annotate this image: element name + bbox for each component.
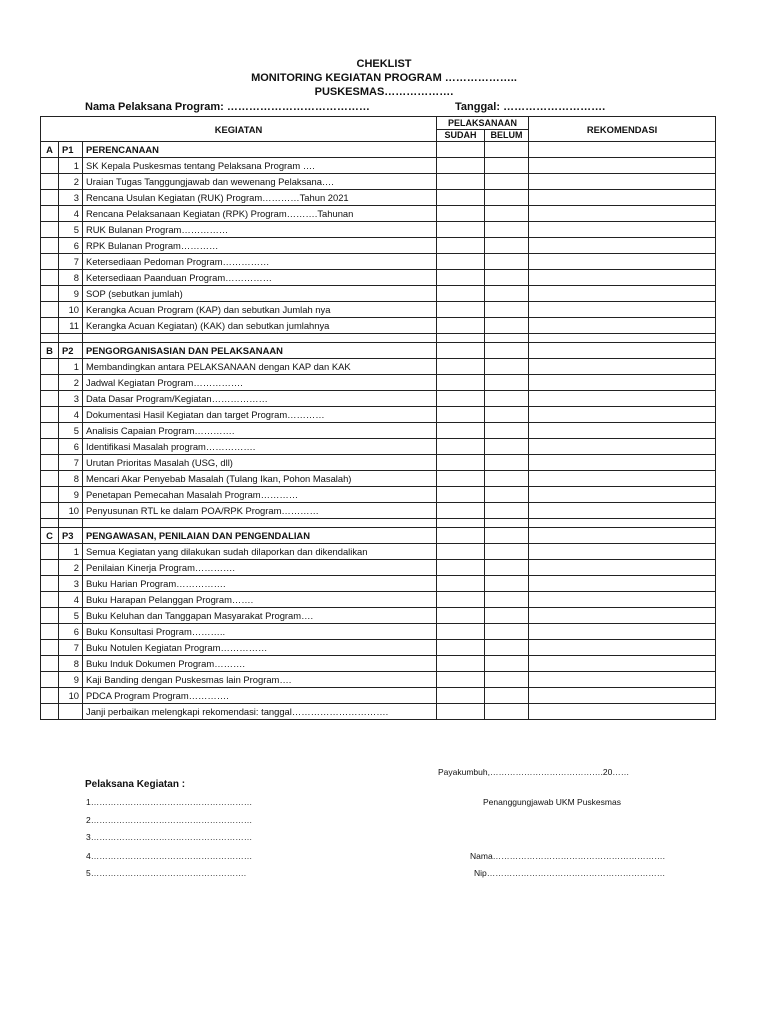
- empty-cell: [41, 592, 59, 608]
- belum-check[interactable]: [485, 270, 529, 286]
- belum-check[interactable]: [485, 158, 529, 174]
- item-number: 8: [59, 270, 83, 286]
- spacer-cell: [41, 519, 59, 528]
- section-letter: B: [41, 343, 59, 359]
- doc-title-puskesmas: PUSKESMAS……………….: [314, 86, 454, 98]
- rekomendasi-field[interactable]: [529, 158, 716, 174]
- rekomendasi-field[interactable]: [529, 254, 716, 270]
- rekomendasi-field[interactable]: [529, 560, 716, 576]
- belum-check[interactable]: [485, 359, 529, 375]
- belum-check[interactable]: [485, 302, 529, 318]
- empty-cell: [41, 286, 59, 302]
- place-date-line[interactable]: Payakumbuh,………………………………….20……: [438, 767, 630, 777]
- rekomendasi-field[interactable]: [529, 359, 716, 375]
- empty-cell: [41, 656, 59, 672]
- sudah-check[interactable]: [437, 560, 485, 576]
- table-row: [41, 423, 716, 439]
- belum-check[interactable]: [485, 487, 529, 503]
- spacer-cell: [59, 334, 83, 343]
- table-row: [41, 487, 716, 503]
- section-letter: C: [41, 528, 59, 544]
- empty-cell: [41, 503, 59, 519]
- belum-check[interactable]: [485, 688, 529, 704]
- rekomendasi-field[interactable]: [529, 423, 716, 439]
- table-row: [41, 238, 716, 254]
- rekomendasi-field[interactable]: [529, 391, 716, 407]
- empty-cell: [41, 391, 59, 407]
- signer-line-1[interactable]: 1…………………………………………………: [86, 797, 253, 807]
- belum-check[interactable]: [485, 576, 529, 592]
- item-number: 9: [59, 672, 83, 688]
- empty-cell: [41, 302, 59, 318]
- empty-cell: [41, 560, 59, 576]
- item-text: Buku Harapan Pelanggan Program…….: [83, 592, 437, 608]
- item-number: 8: [59, 656, 83, 672]
- rekomendasi-field[interactable]: [529, 286, 716, 302]
- sudah-check[interactable]: [437, 487, 485, 503]
- item-text: SK Kepala Puskesmas tentang Pelaksana Program ….: [83, 158, 437, 174]
- section-row: [41, 343, 716, 359]
- empty-cell: [41, 270, 59, 286]
- item-text: RPK Bulanan Program…………: [83, 238, 437, 254]
- empty-cell: [41, 158, 59, 174]
- section-title: PENGAWASAN, PENILAIAN DAN PENGENDALIAN: [83, 528, 437, 544]
- signer-line-3[interactable]: 3…………………………………………………: [86, 832, 253, 842]
- belum-check[interactable]: [485, 407, 529, 423]
- signer-line-2[interactable]: 2…………………………………………………: [86, 815, 253, 825]
- rekomendasi-field[interactable]: [529, 640, 716, 656]
- empty-cell: [41, 407, 59, 423]
- item-number: 3: [59, 391, 83, 407]
- belum-check[interactable]: [485, 656, 529, 672]
- table-row: [41, 608, 716, 624]
- table-row: [41, 190, 716, 206]
- item-number: 10: [59, 302, 83, 318]
- empty-cell: [41, 688, 59, 704]
- spacer-cell: [83, 519, 437, 528]
- rekomendasi-field[interactable]: [529, 471, 716, 487]
- sudah-check[interactable]: [437, 576, 485, 592]
- rekomendasi-field[interactable]: [529, 544, 716, 560]
- sudah-check[interactable]: [437, 270, 485, 286]
- sudah-check[interactable]: [437, 592, 485, 608]
- belum-check[interactable]: [485, 608, 529, 624]
- rekomendasi-field[interactable]: [529, 608, 716, 624]
- rekomendasi-field[interactable]: [529, 592, 716, 608]
- belum-check[interactable]: [485, 190, 529, 206]
- item-text: Buku Notulen Kegiatan Program……………: [83, 640, 437, 656]
- section-row: [41, 528, 716, 544]
- item-number: 8: [59, 471, 83, 487]
- rekomendasi-field[interactable]: [529, 407, 716, 423]
- empty-cell: [41, 318, 59, 334]
- sudah-check[interactable]: [437, 407, 485, 423]
- empty-cell: [41, 375, 59, 391]
- item-number: 3: [59, 190, 83, 206]
- sudah-check[interactable]: [437, 672, 485, 688]
- item-number: 3: [59, 576, 83, 592]
- item-text: Penetapan Pemecahan Masalah Program…………: [83, 487, 437, 503]
- item-text: Data Dasar Program/Kegiatan………………: [83, 391, 437, 407]
- rekomendasi-field[interactable]: [529, 222, 716, 238]
- spacer-cell: [59, 519, 83, 528]
- item-text: Ketersediaan Pedoman Program……………: [83, 254, 437, 270]
- item-number: 4: [59, 592, 83, 608]
- spacer-cell: [485, 519, 529, 528]
- table-row: [41, 560, 716, 576]
- section-row: [41, 142, 716, 158]
- table-row: [41, 672, 716, 688]
- belum-check[interactable]: [485, 640, 529, 656]
- table-row: [41, 391, 716, 407]
- belum-check[interactable]: [485, 528, 529, 544]
- rekomendasi-field[interactable]: [529, 142, 716, 158]
- janji-text[interactable]: Janji perbaikan melengkapi rekomendasi: tanggal………………………….: [83, 704, 437, 720]
- belum-check[interactable]: [485, 222, 529, 238]
- belum-check[interactable]: [485, 142, 529, 158]
- table-row: [41, 592, 716, 608]
- item-text: Jadwal Kegiatan Program…………….: [83, 375, 437, 391]
- table-row: [41, 222, 716, 238]
- belum-check[interactable]: [485, 560, 529, 576]
- spacer-cell: [437, 334, 485, 343]
- item-number: 2: [59, 375, 83, 391]
- empty-cell: [41, 455, 59, 471]
- item-text: Kaji Banding dengan Puskesmas lain Program….: [83, 672, 437, 688]
- table-row: [41, 656, 716, 672]
- item-number: 9: [59, 286, 83, 302]
- janji-belum-check[interactable]: [485, 704, 529, 720]
- item-text: Dokumentasi Hasil Kegiatan dan target Program…………: [83, 407, 437, 423]
- section-letter: A: [41, 142, 59, 158]
- sudah-check[interactable]: [437, 174, 485, 190]
- empty-cell: [41, 174, 59, 190]
- penanggung-nip-field[interactable]: Nip………………………………………………………: [474, 868, 666, 878]
- col-rekomendasi-header: REKOMENDASI: [529, 117, 716, 142]
- belum-check[interactable]: [485, 503, 529, 519]
- table-row: [41, 407, 716, 423]
- sudah-check[interactable]: [437, 471, 485, 487]
- col-pelaksanaan-header: PELAKSANAAN: [437, 117, 529, 130]
- table-row: [41, 688, 716, 704]
- table-row: [41, 286, 716, 302]
- spacer-row: [41, 519, 716, 528]
- empty-cell: [41, 222, 59, 238]
- doc-title-checklist: CHEKLIST: [356, 58, 412, 70]
- sudah-check[interactable]: [437, 206, 485, 222]
- sudah-check[interactable]: [437, 359, 485, 375]
- table-row: [41, 624, 716, 640]
- item-number: 6: [59, 238, 83, 254]
- empty-cell: [59, 704, 83, 720]
- belum-check[interactable]: [485, 592, 529, 608]
- table-row: [41, 359, 716, 375]
- empty-cell: [41, 704, 59, 720]
- item-text: Rencana Usulan Kegiatan (RUK) Program…………Tahun 2021: [83, 190, 437, 206]
- spacer-cell: [83, 334, 437, 343]
- belum-check[interactable]: [485, 391, 529, 407]
- item-text: Identifikasi Masalah program…………….: [83, 439, 437, 455]
- item-text: Analisis Capaian Program………….: [83, 423, 437, 439]
- empty-cell: [41, 359, 59, 375]
- item-number: 5: [59, 222, 83, 238]
- signer-line-4[interactable]: 4…………………………………………………: [86, 851, 253, 861]
- col-kegiatan-header: KEGIATAN: [41, 117, 437, 142]
- item-text: Penyusunan RTL ke dalam POA/RPK Program…………: [83, 503, 437, 519]
- doc-title-monitoring: MONITORING KEGIATAN PROGRAM ………………..: [251, 72, 517, 84]
- checklist-table: [40, 116, 716, 720]
- sudah-check[interactable]: [437, 375, 485, 391]
- item-text: SOP (sebutkan jumlah): [83, 286, 437, 302]
- item-number: 2: [59, 174, 83, 190]
- item-text: Membandingkan antara PELAKSANAAN dengan KAP dan KAK: [83, 359, 437, 375]
- sudah-check[interactable]: [437, 656, 485, 672]
- item-text: Buku Konsultasi Program………..: [83, 624, 437, 640]
- belum-check[interactable]: [485, 544, 529, 560]
- item-number: 4: [59, 407, 83, 423]
- rekomendasi-field[interactable]: [529, 672, 716, 688]
- item-number: 7: [59, 254, 83, 270]
- sudah-check[interactable]: [437, 608, 485, 624]
- item-text: Urutan Prioritas Masalah (USG, dll): [83, 455, 437, 471]
- rekomendasi-field[interactable]: [529, 528, 716, 544]
- belum-check[interactable]: [485, 439, 529, 455]
- item-number: 9: [59, 487, 83, 503]
- table-row: [41, 455, 716, 471]
- rekomendasi-field[interactable]: [529, 503, 716, 519]
- item-number: 1: [59, 544, 83, 560]
- penanggung-jawab-label: Penanggungjawab UKM Puskesmas: [483, 797, 621, 807]
- table-row: [41, 375, 716, 391]
- sudah-check[interactable]: [437, 544, 485, 560]
- table-row: [41, 439, 716, 455]
- rekomendasi-field[interactable]: [529, 206, 716, 222]
- item-text: Rencana Pelaksanaan Kegiatan (RPK) Program……….Tahunan: [83, 206, 437, 222]
- belum-check[interactable]: [485, 375, 529, 391]
- janji-rekomendasi-field[interactable]: [529, 704, 716, 720]
- spacer-cell: [41, 334, 59, 343]
- col-belum-header: BELUM: [485, 129, 529, 142]
- item-number: 11: [59, 318, 83, 334]
- belum-check[interactable]: [485, 343, 529, 359]
- col-sudah-header: SUDAH: [437, 129, 485, 142]
- table-row: [41, 254, 716, 270]
- table-header-row: [41, 117, 716, 130]
- spacer-cell: [529, 334, 716, 343]
- section-code: P1: [59, 142, 83, 158]
- rekomendasi-field[interactable]: [529, 375, 716, 391]
- item-number: 5: [59, 423, 83, 439]
- rekomendasi-field[interactable]: [529, 576, 716, 592]
- table-row: [41, 302, 716, 318]
- table-row: [41, 471, 716, 487]
- sudah-check[interactable]: [437, 222, 485, 238]
- empty-cell: [41, 439, 59, 455]
- table-row: [41, 640, 716, 656]
- item-text: RUK Bulanan Program……………: [83, 222, 437, 238]
- belum-check[interactable]: [485, 455, 529, 471]
- item-number: 10: [59, 688, 83, 704]
- section-title: PENGORGANISASIAN DAN PELAKSANAAN: [83, 343, 437, 359]
- sudah-check[interactable]: [437, 688, 485, 704]
- empty-cell: [41, 471, 59, 487]
- sudah-check[interactable]: [437, 142, 485, 158]
- table-row: [41, 206, 716, 222]
- sudah-check[interactable]: [437, 455, 485, 471]
- sudah-check[interactable]: [437, 158, 485, 174]
- sudah-check[interactable]: [437, 391, 485, 407]
- section-code: P2: [59, 343, 83, 359]
- table-row: [41, 158, 716, 174]
- empty-cell: [41, 640, 59, 656]
- item-number: 5: [59, 608, 83, 624]
- item-number: 1: [59, 359, 83, 375]
- spacer-row: [41, 334, 716, 343]
- rekomendasi-field[interactable]: [529, 656, 716, 672]
- item-text: Buku Keluhan dan Tanggapan Masyarakat Program….: [83, 608, 437, 624]
- empty-cell: [41, 608, 59, 624]
- rekomendasi-field[interactable]: [529, 318, 716, 334]
- tanggal-field[interactable]: Tanggal: ……………………….: [455, 101, 606, 113]
- sudah-check[interactable]: [437, 503, 485, 519]
- rekomendasi-field[interactable]: [529, 487, 716, 503]
- belum-check[interactable]: [485, 254, 529, 270]
- rekomendasi-field[interactable]: [529, 343, 716, 359]
- section-title: PERENCANAAN: [83, 142, 437, 158]
- empty-cell: [41, 190, 59, 206]
- janji-sudah-check[interactable]: [437, 704, 485, 720]
- item-number: 2: [59, 560, 83, 576]
- penanggung-nama-field[interactable]: Nama…………………………………………………….: [470, 851, 666, 861]
- empty-cell: [41, 254, 59, 270]
- rekomendasi-field[interactable]: [529, 174, 716, 190]
- sudah-check[interactable]: [437, 439, 485, 455]
- table-row: [41, 576, 716, 592]
- rekomendasi-field[interactable]: [529, 238, 716, 254]
- item-text: Uraian Tugas Tanggungjawab dan wewenang Pelaksana….: [83, 174, 437, 190]
- empty-cell: [41, 624, 59, 640]
- item-number: 1: [59, 158, 83, 174]
- belum-check[interactable]: [485, 238, 529, 254]
- sudah-check[interactable]: [437, 528, 485, 544]
- empty-cell: [41, 238, 59, 254]
- belum-check[interactable]: [485, 471, 529, 487]
- rekomendasi-field[interactable]: [529, 270, 716, 286]
- item-number: 6: [59, 624, 83, 640]
- belum-check[interactable]: [485, 423, 529, 439]
- item-text: Kerangka Acuan Program (KAP) dan sebutkan Jumlah nya: [83, 302, 437, 318]
- checklist-body: [41, 117, 716, 720]
- item-text: Penilaian Kinerja Program………….: [83, 560, 437, 576]
- empty-cell: [41, 487, 59, 503]
- sudah-check[interactable]: [437, 190, 485, 206]
- item-text: PDCA Program Program………….: [83, 688, 437, 704]
- item-number: 7: [59, 455, 83, 471]
- sudah-check[interactable]: [437, 343, 485, 359]
- pelaksana-kegiatan-label: Pelaksana Kegiatan :: [85, 779, 186, 790]
- belum-check[interactable]: [485, 624, 529, 640]
- item-text: Semua Kegiatan yang dilakukan sudah dilaporkan dan dikendalikan: [83, 544, 437, 560]
- belum-check[interactable]: [485, 318, 529, 334]
- belum-check[interactable]: [485, 672, 529, 688]
- rekomendasi-field[interactable]: [529, 455, 716, 471]
- sudah-check[interactable]: [437, 238, 485, 254]
- rekomendasi-field[interactable]: [529, 624, 716, 640]
- section-code: P3: [59, 528, 83, 544]
- belum-check[interactable]: [485, 206, 529, 222]
- sudah-check[interactable]: [437, 640, 485, 656]
- item-text: Buku Harian Program…………….: [83, 576, 437, 592]
- sudah-check[interactable]: [437, 423, 485, 439]
- empty-cell: [41, 672, 59, 688]
- sudah-check[interactable]: [437, 286, 485, 302]
- sudah-check[interactable]: [437, 318, 485, 334]
- belum-check[interactable]: [485, 174, 529, 190]
- table-row: [41, 174, 716, 190]
- table-row: [41, 318, 716, 334]
- sudah-check[interactable]: [437, 302, 485, 318]
- sudah-check[interactable]: [437, 624, 485, 640]
- sudah-check[interactable]: [437, 254, 485, 270]
- rekomendasi-field[interactable]: [529, 688, 716, 704]
- item-text: Mencari Akar Penyebab Masalah (Tulang Ikan, Pohon Masalah): [83, 471, 437, 487]
- rekomendasi-field[interactable]: [529, 302, 716, 318]
- janji-row: [41, 704, 716, 720]
- spacer-cell: [529, 519, 716, 528]
- empty-cell: [41, 423, 59, 439]
- table-row: [41, 503, 716, 519]
- table-row: [41, 270, 716, 286]
- item-text: Ketersediaan Paanduan Program……………: [83, 270, 437, 286]
- spacer-cell: [437, 519, 485, 528]
- empty-cell: [41, 576, 59, 592]
- rekomendasi-field[interactable]: [529, 190, 716, 206]
- rekomendasi-field[interactable]: [529, 439, 716, 455]
- table-row: [41, 544, 716, 560]
- item-text: Kerangka Acuan Kegiatan) (KAK) dan sebutkan jumlahnya: [83, 318, 437, 334]
- item-number: 10: [59, 503, 83, 519]
- signer-line-5[interactable]: 5……………………………………………….: [86, 868, 247, 878]
- spacer-cell: [485, 334, 529, 343]
- belum-check[interactable]: [485, 286, 529, 302]
- item-number: 4: [59, 206, 83, 222]
- empty-cell: [41, 206, 59, 222]
- item-number: 7: [59, 640, 83, 656]
- nama-pelaksana-field[interactable]: Nama Pelaksana Program: …………………………………: [85, 101, 370, 113]
- empty-cell: [41, 544, 59, 560]
- item-number: 6: [59, 439, 83, 455]
- item-text: Buku Induk Dokumen Program……….: [83, 656, 437, 672]
